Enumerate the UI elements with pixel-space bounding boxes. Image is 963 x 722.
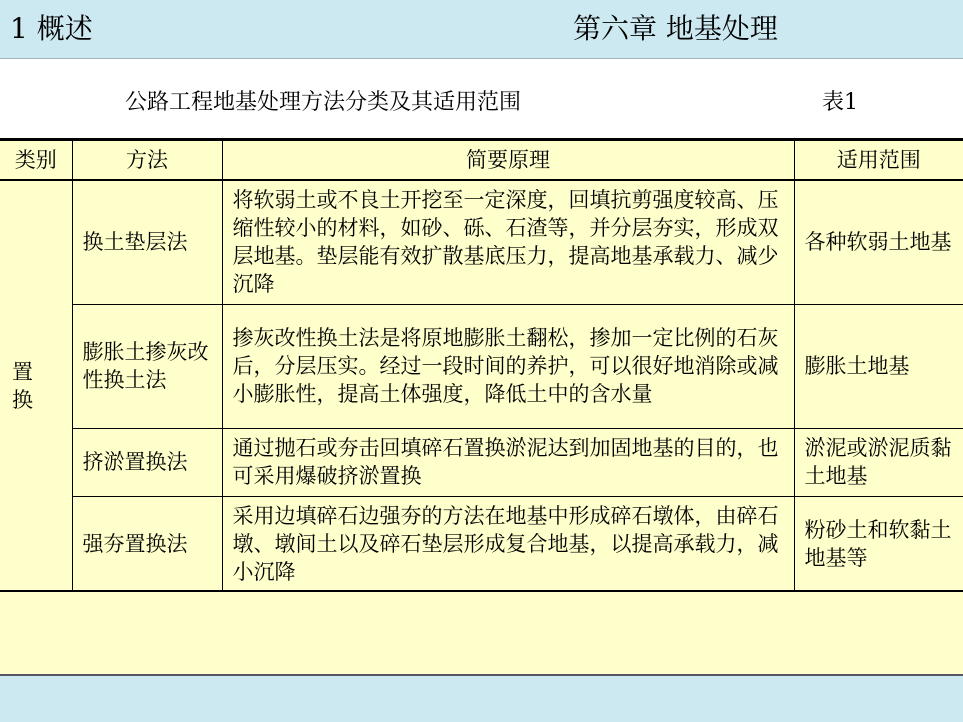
bottom-bar xyxy=(0,674,963,722)
scope-cell: 淤泥或淤泥质黏土地基 xyxy=(794,428,963,496)
method-table xyxy=(0,140,963,593)
principle-cell: 将软弱土或不良土开挖至一定深度，回填抗剪强度较高、压缩性较小的材料，如砂、砾、石渣等，并分层夯实，形成双层地基。垫层能有效扩散基底压力，提高地基承载力、减少沉降 xyxy=(222,180,794,304)
method-cell: 强夯置换法 xyxy=(72,496,222,592)
table-row xyxy=(0,428,963,496)
scope-cell: 粉砂土和软黏土地基等 xyxy=(794,496,963,592)
method-cell: 膨胀土掺灰改性换土法 xyxy=(72,304,222,428)
category-label: 置 换 xyxy=(12,360,33,413)
column-header-method: 方法 xyxy=(72,141,222,181)
table-row xyxy=(0,180,963,304)
principle-cell: 通过抛石或夯击回填碎石置换淤泥达到加固地基的目的，也可采用爆破挤淤置换 xyxy=(222,428,794,496)
method-cell: 挤淤置换法 xyxy=(72,428,222,496)
category-cell xyxy=(0,180,72,592)
scope-cell: 膨胀土地基 xyxy=(794,304,963,428)
method-table-container xyxy=(0,138,963,592)
table-header-row xyxy=(0,141,963,181)
principle-cell: 采用边填碎石边强夯的方法在地基中形成碎石墩体，由碎石墩、墩间土以及碎石垫层形成复合地基，以提高承载力，减小沉降 xyxy=(222,496,794,592)
chapter-title: 第六章 地基处理 xyxy=(573,12,778,45)
table-number: 表1 xyxy=(822,90,858,115)
table-row xyxy=(0,496,963,592)
method-cell: 换土垫层法 xyxy=(72,180,222,304)
column-header-category: 类别 xyxy=(0,141,72,181)
table-title: 公路工程地基处理方法分类及其适用范围 xyxy=(125,90,522,115)
column-header-principle: 简要原理 xyxy=(222,141,794,181)
section-title: 1 概述 xyxy=(10,12,93,45)
column-header-scope: 适用范围 xyxy=(794,141,963,181)
table-row xyxy=(0,304,963,428)
title-bar xyxy=(0,0,963,59)
footer-yellow-band xyxy=(0,592,963,674)
principle-cell: 掺灰改性换土法是将原地膨胀土翻松，掺加一定比例的石灰后，分层压实。经过一段时间的养护，可以很好地消除或减小膨胀性，提高土体强度，降低土中的含水量 xyxy=(222,304,794,428)
scope-cell: 各种软弱土地基 xyxy=(794,180,963,304)
